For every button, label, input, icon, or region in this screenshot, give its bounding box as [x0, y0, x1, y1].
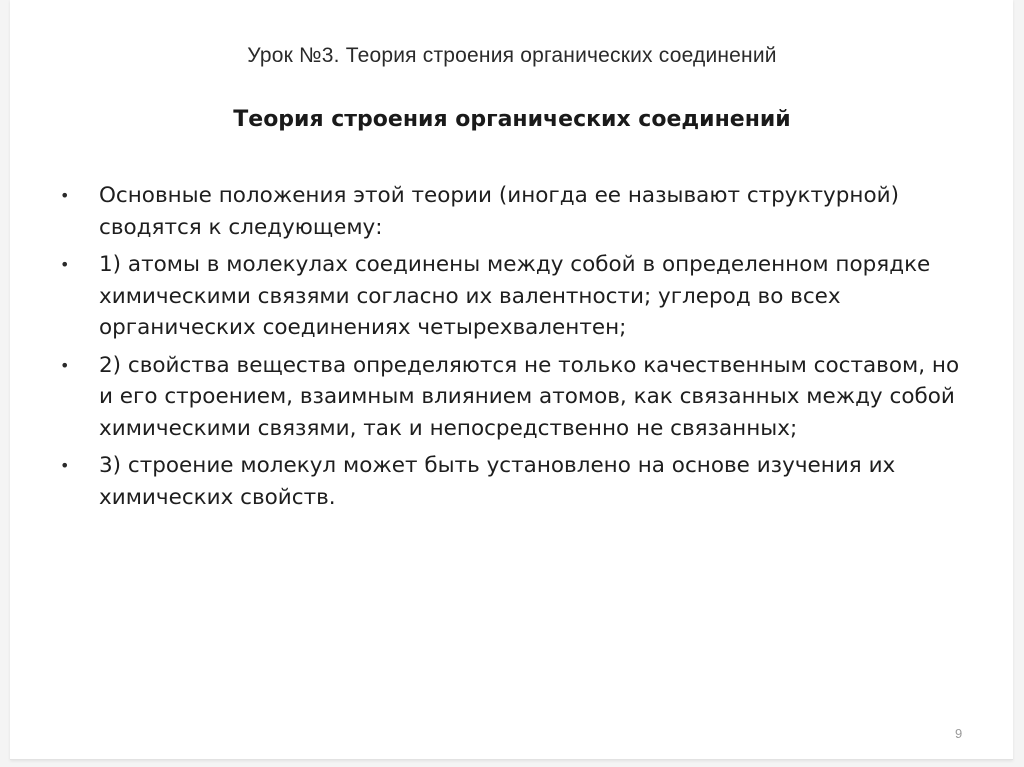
- list-item: [58, 180, 968, 243]
- bullet-list: [58, 180, 968, 519]
- page-number: 9: [955, 726, 963, 741]
- bullet-icon: •: [60, 186, 70, 205]
- bullet-text: Основные положения этой теории (иногда ее называют структурной) сводятся к следующему:: [99, 183, 899, 240]
- list-item: [58, 450, 968, 513]
- bullet-icon: •: [60, 255, 70, 274]
- bullet-text: 1) атомы в молекулах соединены между собой в определенном порядке химическими связями согласно их валентности; углерод во всех органических соединениях четырехвалентен;: [99, 252, 931, 340]
- lesson-title: Урок №3. Теория строения органических соединений: [247, 44, 777, 67]
- main-heading: Теория строения органических соединений: [233, 107, 791, 132]
- list-item: [58, 350, 968, 445]
- bullet-text: 3) строение молекул может быть установлено на основе изучения их химических свойств.: [99, 453, 896, 510]
- bullet-icon: •: [60, 355, 70, 375]
- bullet-icon: •: [60, 456, 70, 475]
- list-item: [58, 249, 968, 344]
- bullet-text: 2) свойства вещества определяются не только качественным составом, но и его строением, взаимным влиянием атомов, как связанных между собой химическими связями, так и непосредственно не связанных;: [99, 352, 960, 441]
